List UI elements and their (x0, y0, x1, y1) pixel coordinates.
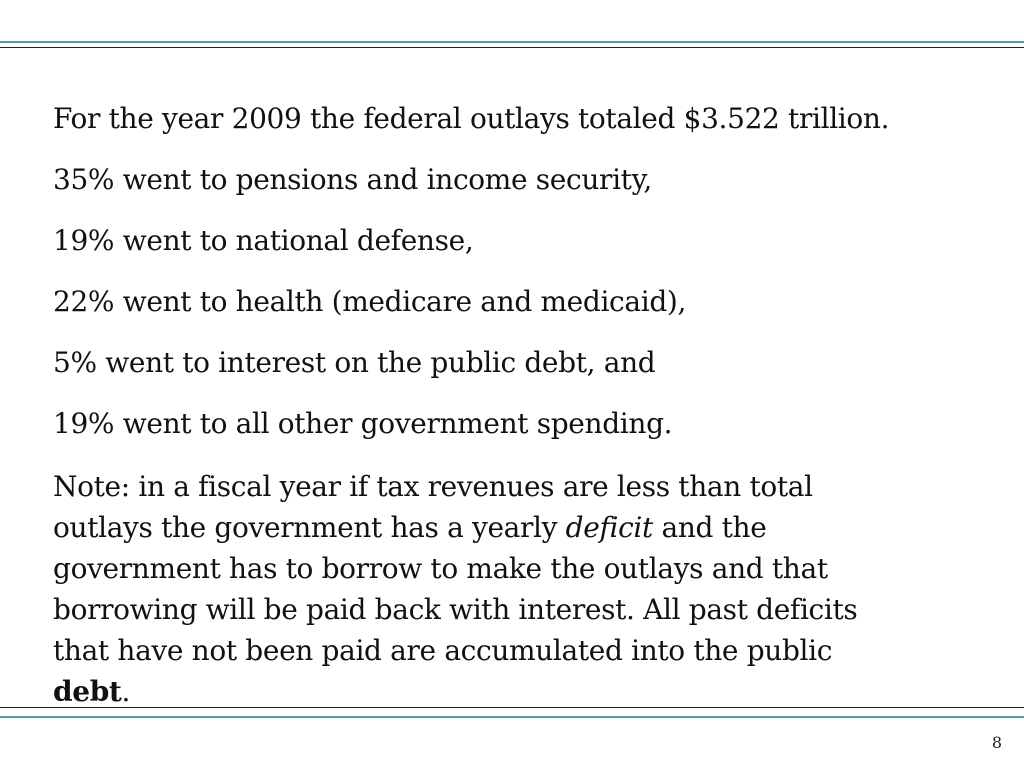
note-line-4: borrowing will be paid back with interest. All past deficits (53, 593, 858, 626)
statement-interest: 5% went to interest on the public debt, and (53, 346, 656, 379)
note-line-2 (53, 507, 953, 548)
top-accent-rule (0, 41, 1024, 43)
note-line-6-tail: . (121, 675, 131, 708)
note-line-1: Note: in a fiscal year if tax revenues are less than total (53, 470, 813, 503)
note-paragraph (53, 466, 953, 712)
bottom-accent-rule (0, 716, 1024, 718)
top-dark-rule (0, 47, 1024, 48)
note-line-2-text: outlays the government has a yearly (53, 511, 566, 544)
statement-health: 22% went to health (medicare and medicaid), (53, 285, 687, 318)
note-line-3: government has to borrow to make the outlays and that (53, 552, 828, 585)
statement-defense: 19% went to national defense, (53, 224, 474, 257)
debt-term: debt (53, 675, 122, 708)
statement-total-outlays: For the year 2009 the federal outlays totaled $3.522 trillion. (53, 102, 890, 135)
note-line-2-tail: and the (652, 511, 767, 544)
deficit-term: deficit (565, 511, 653, 544)
slide-body (53, 98, 953, 464)
statement-pensions: 35% went to pensions and income security, (53, 163, 652, 196)
note-line-5: that have not been paid are accumulated into the public (53, 634, 833, 667)
page-number: 8 (991, 733, 1002, 752)
note-line-6 (53, 671, 953, 712)
statement-other-spending: 19% went to all other government spending. (53, 407, 673, 440)
bottom-dark-rule (0, 707, 1024, 708)
